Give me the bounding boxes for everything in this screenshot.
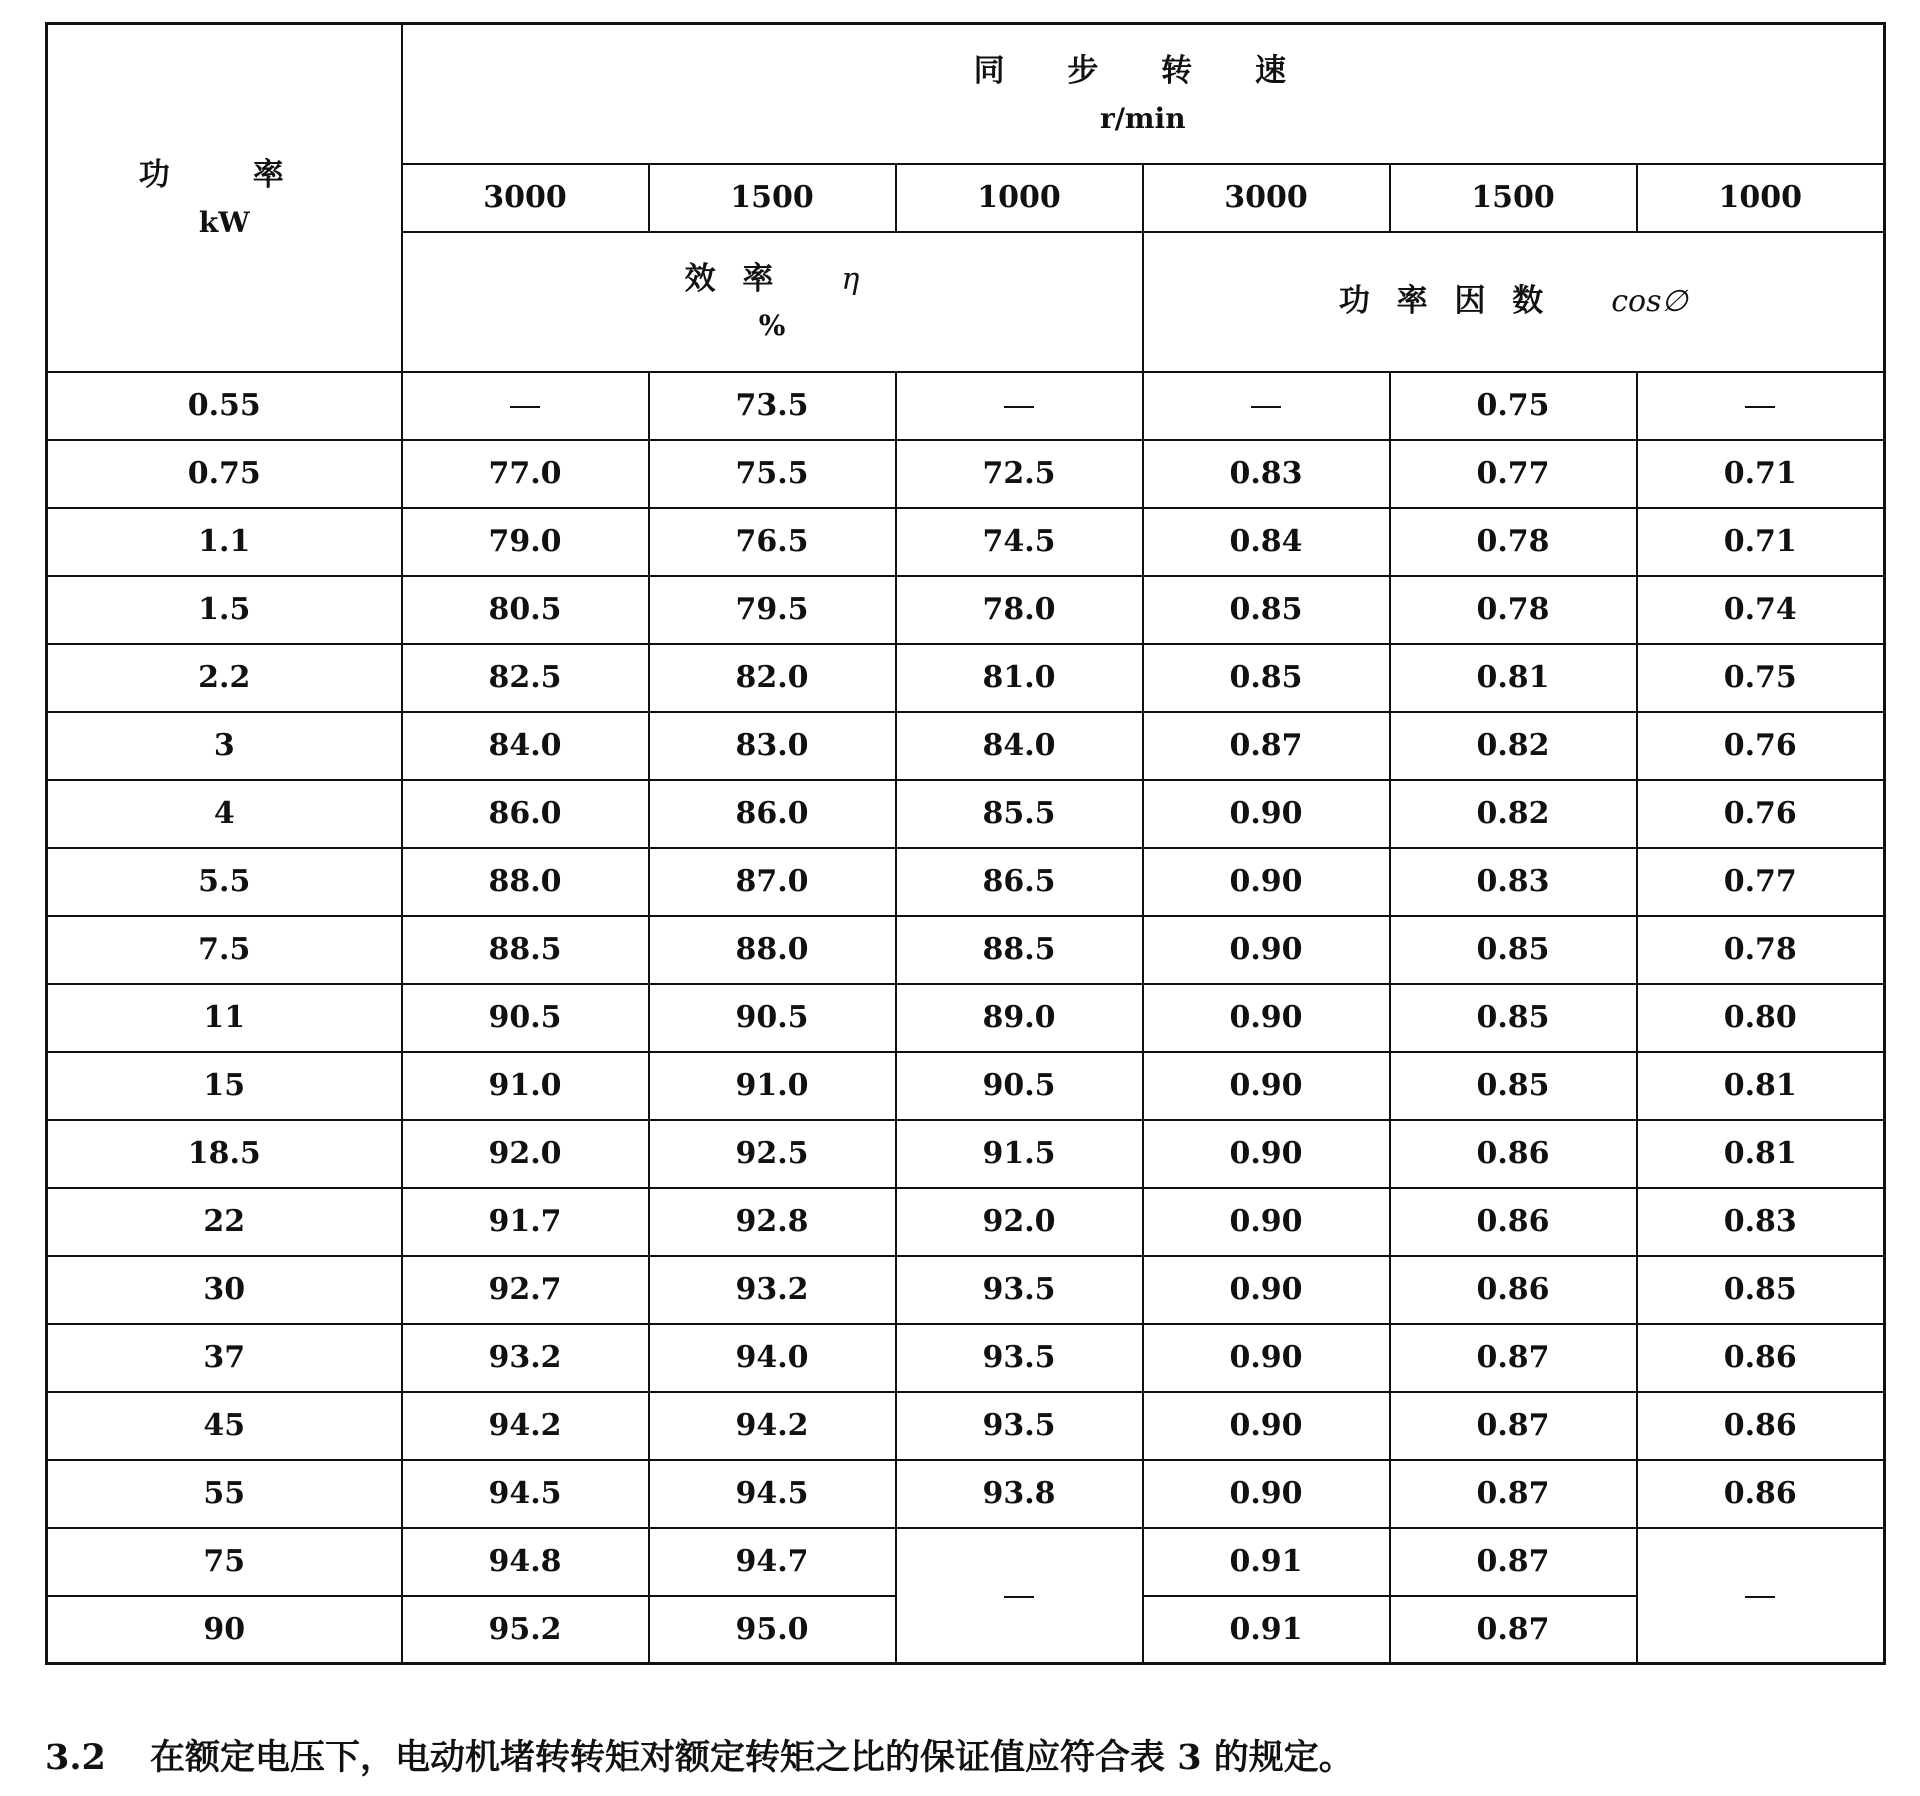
efficiency-cell: 85.5 [896, 780, 1143, 848]
table-row [47, 440, 1885, 508]
power-factor-cell: 0.86 [1390, 1188, 1637, 1256]
power-factor-cell: 0.78 [1390, 576, 1637, 644]
power-factor-cell: 0.85 [1637, 1256, 1885, 1324]
table-row [47, 712, 1885, 780]
dash-mark [1745, 406, 1775, 408]
efficiency-cell: 91.0 [402, 1052, 649, 1120]
efficiency-cell: 91.7 [402, 1188, 649, 1256]
efficiency-header-unit: % [758, 309, 786, 343]
speed-header-cell [402, 24, 1885, 164]
power-factor-cell: 0.81 [1390, 644, 1637, 712]
efficiency-header-label: 效 率 [684, 260, 782, 297]
power-factor-cell: 0.90 [1143, 780, 1390, 848]
power-factor-cell: 0.87 [1390, 1324, 1637, 1392]
efficiency-cell: 91.5 [896, 1120, 1143, 1188]
dash-cell [896, 372, 1143, 440]
power-cell: 1.5 [47, 576, 402, 644]
efficiency-cell: 86.0 [649, 780, 896, 848]
table-row [47, 1188, 1885, 1256]
power-factor-cell: 0.85 [1390, 984, 1637, 1052]
dash-mark [1251, 406, 1281, 408]
power-factor-cell: 0.87 [1143, 712, 1390, 780]
efficiency-cell: 91.0 [649, 1052, 896, 1120]
power-cell: 18.5 [47, 1120, 402, 1188]
efficiency-header-cell [402, 232, 1143, 372]
efficiency-cell: 88.0 [649, 916, 896, 984]
efficiency-cell: 74.5 [896, 508, 1143, 576]
power-header-cell [47, 24, 402, 372]
power-factor-cell: 0.80 [1637, 984, 1885, 1052]
power-factor-cell: 0.90 [1143, 1052, 1390, 1120]
speed-header-unit: r/min [1099, 101, 1186, 135]
efficiency-cell: 88.5 [402, 916, 649, 984]
power-factor-cell: 0.86 [1390, 1256, 1637, 1324]
efficiency-cell: 95.2 [402, 1596, 649, 1664]
efficiency-cell: 79.5 [649, 576, 896, 644]
power-cell: 11 [47, 984, 402, 1052]
table-row [47, 1052, 1885, 1120]
power-factor-cell: 0.84 [1143, 508, 1390, 576]
efficiency-cell: 90.5 [896, 1052, 1143, 1120]
efficiency-cell: 92.8 [649, 1188, 896, 1256]
power-factor-cell: 0.91 [1143, 1596, 1390, 1664]
header-row-speed-group [47, 24, 1885, 164]
power-factor-cell: 0.85 [1143, 576, 1390, 644]
efficiency-cell: 93.2 [649, 1256, 896, 1324]
efficiency-cell: 75.5 [649, 440, 896, 508]
power-header-label: 功 率 [138, 156, 310, 193]
power-factor-cell: 0.90 [1143, 916, 1390, 984]
power-header-unit: kW [198, 205, 250, 239]
power-factor-symbol: cos∅ [1611, 284, 1688, 320]
efficiency-cell: 87.0 [649, 848, 896, 916]
power-factor-cell: 0.86 [1637, 1460, 1885, 1528]
power-factor-cell: 0.71 [1637, 440, 1885, 508]
power-factor-cell: 0.90 [1143, 1392, 1390, 1460]
table-row [47, 576, 1885, 644]
clause-text: 在额定电压下，电动机堵转转矩对额定转矩之比的保证值应符合表 3 的规定。 [150, 1737, 1354, 1778]
efficiency-cell: 94.8 [402, 1528, 649, 1596]
power-factor-cell: 0.90 [1143, 848, 1390, 916]
efficiency-cell: 86.5 [896, 848, 1143, 916]
power-factor-cell: 0.76 [1637, 712, 1885, 780]
efficiency-cell: 93.5 [896, 1256, 1143, 1324]
power-factor-header-label: 功 率 因 数 [1338, 283, 1552, 320]
efficiency-power-factor-table [45, 22, 1886, 1665]
speed-value-cell: 1000 [1637, 164, 1885, 232]
speed-value-cell: 1500 [1390, 164, 1637, 232]
power-cell: 37 [47, 1324, 402, 1392]
table-row [47, 984, 1885, 1052]
efficiency-cell: 86.0 [402, 780, 649, 848]
dash-mark [1004, 1596, 1034, 1598]
power-cell: 1.1 [47, 508, 402, 576]
table-row [47, 916, 1885, 984]
power-factor-cell: 0.78 [1390, 508, 1637, 576]
power-factor-cell: 0.71 [1637, 508, 1885, 576]
power-factor-cell: 0.75 [1637, 644, 1885, 712]
power-factor-cell: 0.90 [1143, 984, 1390, 1052]
efficiency-cell: 94.7 [649, 1528, 896, 1596]
table-row [47, 372, 1885, 440]
power-factor-cell: 0.78 [1637, 916, 1885, 984]
efficiency-cell: 93.5 [896, 1392, 1143, 1460]
power-factor-cell: 0.90 [1143, 1324, 1390, 1392]
power-cell: 90 [47, 1596, 402, 1664]
power-factor-cell: 0.90 [1143, 1188, 1390, 1256]
table-row [47, 848, 1885, 916]
power-factor-cell: 0.83 [1143, 440, 1390, 508]
power-cell: 0.55 [47, 372, 402, 440]
power-factor-cell: 0.81 [1637, 1052, 1885, 1120]
table-row [47, 1460, 1885, 1528]
efficiency-cell: 94.2 [402, 1392, 649, 1460]
efficiency-cell: 84.0 [402, 712, 649, 780]
efficiency-cell: 92.0 [402, 1120, 649, 1188]
power-factor-cell: 0.83 [1390, 848, 1637, 916]
speed-header-label: 同 步 转 速 [973, 52, 1312, 89]
efficiency-cell: 77.0 [402, 440, 649, 508]
power-cell: 2.2 [47, 644, 402, 712]
efficiency-cell: 81.0 [896, 644, 1143, 712]
power-factor-cell: 0.85 [1143, 644, 1390, 712]
dash-mark [510, 406, 540, 408]
efficiency-cell: 88.5 [896, 916, 1143, 984]
dash-cell [1637, 372, 1885, 440]
power-factor-cell: 0.90 [1143, 1460, 1390, 1528]
power-cell: 7.5 [47, 916, 402, 984]
speed-value-cell: 3000 [402, 164, 649, 232]
power-factor-cell: 0.87 [1390, 1528, 1637, 1596]
power-factor-cell: 0.86 [1637, 1324, 1885, 1392]
power-factor-cell: 0.91 [1143, 1528, 1390, 1596]
efficiency-cell: 92.0 [896, 1188, 1143, 1256]
power-cell: 0.75 [47, 440, 402, 508]
efficiency-cell: 93.2 [402, 1324, 649, 1392]
power-factor-cell: 0.83 [1637, 1188, 1885, 1256]
power-cell: 30 [47, 1256, 402, 1324]
power-factor-cell: 0.85 [1390, 916, 1637, 984]
efficiency-cell: 82.5 [402, 644, 649, 712]
efficiency-cell: 80.5 [402, 576, 649, 644]
power-factor-cell: 0.86 [1637, 1392, 1885, 1460]
efficiency-cell: 76.5 [649, 508, 896, 576]
efficiency-cell: 94.2 [649, 1392, 896, 1460]
efficiency-cell: 93.5 [896, 1324, 1143, 1392]
power-factor-cell: 0.75 [1390, 372, 1637, 440]
clause-paragraph [45, 1736, 1354, 1780]
efficiency-cell: 90.5 [402, 984, 649, 1052]
efficiency-cell: 90.5 [649, 984, 896, 1052]
efficiency-symbol: η [841, 261, 860, 297]
power-cell: 55 [47, 1460, 402, 1528]
efficiency-cell: 94.5 [649, 1460, 896, 1528]
efficiency-cell: 82.0 [649, 644, 896, 712]
speed-value-cell: 3000 [1143, 164, 1390, 232]
efficiency-cell: 94.0 [649, 1324, 896, 1392]
clause-number: 3.2 [45, 1737, 106, 1778]
table-row [47, 780, 1885, 848]
power-cell: 3 [47, 712, 402, 780]
dash-cell [1637, 1528, 1885, 1664]
power-factor-cell: 0.87 [1390, 1392, 1637, 1460]
power-factor-cell: 0.82 [1390, 780, 1637, 848]
efficiency-cell: 83.0 [649, 712, 896, 780]
power-factor-cell: 0.87 [1390, 1596, 1637, 1664]
table-row [47, 1392, 1885, 1460]
efficiency-cell: 78.0 [896, 576, 1143, 644]
power-factor-header-cell [1143, 232, 1885, 372]
speed-value-cell: 1000 [896, 164, 1143, 232]
efficiency-cell: 92.5 [649, 1120, 896, 1188]
efficiency-cell: 79.0 [402, 508, 649, 576]
efficiency-cell: 95.0 [649, 1596, 896, 1664]
power-factor-cell: 0.76 [1637, 780, 1885, 848]
power-factor-cell: 0.90 [1143, 1256, 1390, 1324]
efficiency-cell: 92.7 [402, 1256, 649, 1324]
power-factor-cell: 0.77 [1637, 848, 1885, 916]
power-factor-cell: 0.86 [1390, 1120, 1637, 1188]
power-factor-cell: 0.81 [1637, 1120, 1885, 1188]
efficiency-cell: 93.8 [896, 1460, 1143, 1528]
efficiency-cell: 94.5 [402, 1460, 649, 1528]
table-row [47, 508, 1885, 576]
power-cell: 5.5 [47, 848, 402, 916]
power-factor-cell: 0.85 [1390, 1052, 1637, 1120]
table-row [47, 1256, 1885, 1324]
power-cell: 22 [47, 1188, 402, 1256]
power-factor-cell: 0.77 [1390, 440, 1637, 508]
dash-cell [402, 372, 649, 440]
table-row [47, 644, 1885, 712]
efficiency-cell: 89.0 [896, 984, 1143, 1052]
efficiency-cell: 73.5 [649, 372, 896, 440]
table-row [47, 1120, 1885, 1188]
power-factor-cell: 0.74 [1637, 576, 1885, 644]
dash-cell [896, 1528, 1143, 1664]
table-row [47, 1324, 1885, 1392]
power-cell: 75 [47, 1528, 402, 1596]
dash-mark [1004, 406, 1034, 408]
table-row [47, 1528, 1885, 1596]
power-cell: 15 [47, 1052, 402, 1120]
dash-mark [1745, 1596, 1775, 1598]
power-cell: 4 [47, 780, 402, 848]
power-factor-cell: 0.82 [1390, 712, 1637, 780]
speed-value-cell: 1500 [649, 164, 896, 232]
efficiency-cell: 84.0 [896, 712, 1143, 780]
dash-cell [1143, 372, 1390, 440]
power-factor-cell: 0.87 [1390, 1460, 1637, 1528]
power-cell: 45 [47, 1392, 402, 1460]
power-factor-cell: 0.90 [1143, 1120, 1390, 1188]
efficiency-cell: 72.5 [896, 440, 1143, 508]
efficiency-cell: 88.0 [402, 848, 649, 916]
